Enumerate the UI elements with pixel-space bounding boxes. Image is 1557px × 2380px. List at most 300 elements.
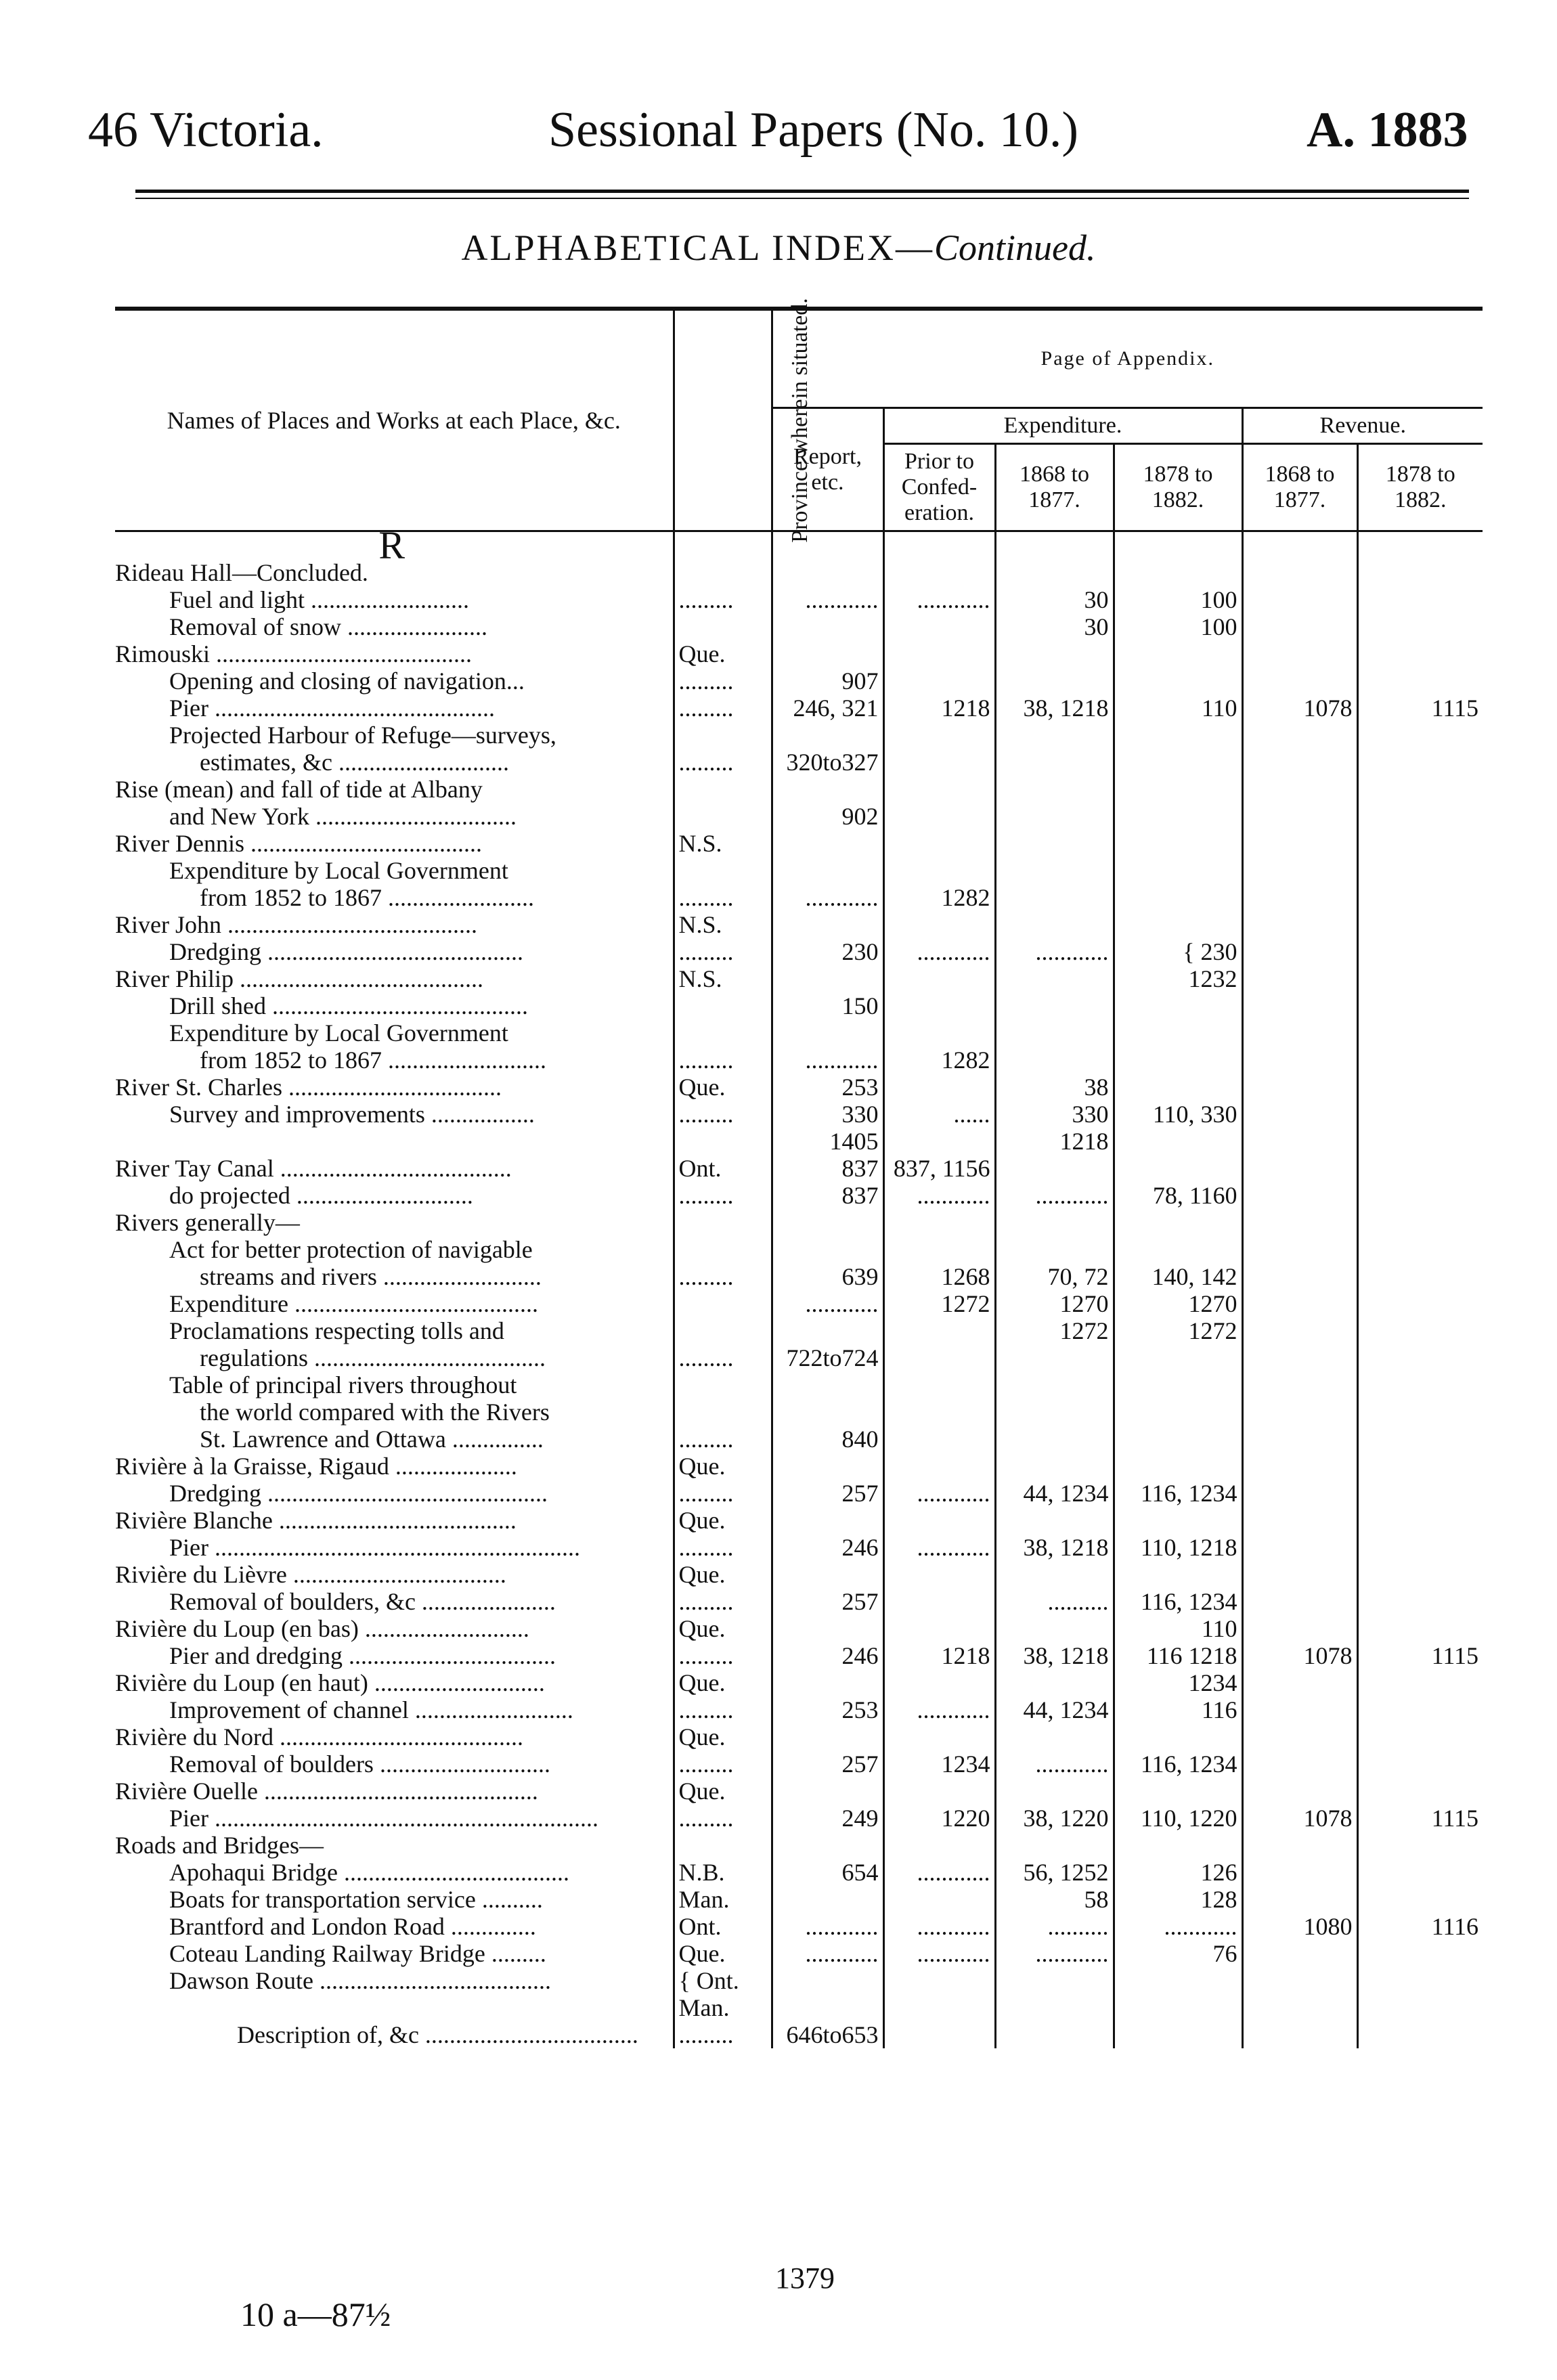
- prior-cell: 1282: [883, 1046, 995, 1074]
- exp-1868-cell: ............: [995, 938, 1114, 965]
- exp-1878-cell: [1114, 830, 1242, 857]
- exp-1868-cell: [995, 992, 1114, 1019]
- rev-1878-cell: [1357, 1182, 1483, 1209]
- entry-name: St. Lawrence and Ottawa ...............: [200, 1426, 544, 1453]
- rev-1878-cell: [1357, 1155, 1483, 1182]
- index-row: [115, 803, 1483, 830]
- rev-1878-cell: [1357, 1507, 1483, 1534]
- prior-cell: [883, 1669, 995, 1696]
- index-row: [115, 1074, 1483, 1101]
- province-cell: [674, 1019, 772, 1046]
- province-cell: Que.: [674, 1723, 772, 1750]
- rev-1878-cell: [1357, 830, 1483, 857]
- entry-name: Rivers generally—: [115, 1209, 300, 1236]
- report-cell: [772, 1371, 883, 1398]
- rev-1868-cell: [1242, 1046, 1357, 1074]
- exp-1868-cell: [995, 1019, 1114, 1046]
- entry-name: [115, 1994, 674, 2021]
- prior-cell: [883, 2021, 995, 2048]
- prior-cell: [883, 1209, 995, 1236]
- entry-name: Brantford and London Road ..............: [169, 1913, 536, 1940]
- report-cell: 907: [772, 667, 883, 695]
- prior-cell: [883, 1074, 995, 1101]
- province-cell: Que.: [674, 1561, 772, 1588]
- entry-name: Rivière Ouelle .............................................: [115, 1778, 538, 1805]
- report-cell: [772, 722, 883, 749]
- entry-name: Expenditure by Local Government: [169, 857, 508, 884]
- rev-1868-cell: 1080: [1242, 1913, 1357, 1940]
- prior-cell: [883, 1453, 995, 1480]
- index-row: [115, 1046, 1483, 1074]
- exp-1868-cell: [995, 1561, 1114, 1588]
- province-cell: N.S.: [674, 911, 772, 938]
- report-cell: [772, 1967, 883, 1994]
- prior-cell: 1218: [883, 695, 995, 722]
- province-cell: .........: [674, 1263, 772, 1290]
- index-row: [115, 884, 1483, 911]
- exp-1878-cell: 1270: [1114, 1290, 1242, 1317]
- rev-1868-cell: [1242, 992, 1357, 1019]
- prior-cell: [883, 722, 995, 749]
- exp-1868-cell: 58: [995, 1886, 1114, 1913]
- rev-1868-cell: [1242, 1778, 1357, 1805]
- prior-cell: [883, 1832, 995, 1859]
- report-cell: [772, 1019, 883, 1046]
- rev-1868-cell: [1242, 1669, 1357, 1696]
- exp-1868-cell: 1272: [995, 1317, 1114, 1344]
- index-row: [115, 1317, 1483, 1344]
- province-cell: Que.: [674, 640, 772, 667]
- prior-cell: [883, 1886, 995, 1913]
- rev-1868-cell: [1242, 1317, 1357, 1344]
- exp-1868-cell: [995, 640, 1114, 667]
- report-cell: [772, 1236, 883, 1263]
- prior-cell: [883, 992, 995, 1019]
- exp-1878-cell: [1114, 640, 1242, 667]
- report-cell: 639: [772, 1263, 883, 1290]
- index-row: [115, 1155, 1483, 1182]
- col-header-exp-1878: 1878 to 1882.: [1114, 444, 1242, 531]
- report-cell: [772, 1615, 883, 1642]
- rev-1868-cell: [1242, 1967, 1357, 1994]
- col-header-prior: Prior to Confed- eration.: [883, 444, 995, 531]
- report-cell: 246: [772, 1534, 883, 1561]
- prior-cell: [883, 830, 995, 857]
- prior-cell: [883, 1128, 995, 1155]
- exp-1868-cell: [995, 722, 1114, 749]
- index-row: [115, 911, 1483, 938]
- exp-1878-cell: [1114, 1967, 1242, 1994]
- province-cell: Que.: [674, 1778, 772, 1805]
- prior-cell: [883, 803, 995, 830]
- rev-1868-cell: [1242, 1750, 1357, 1778]
- index-row: [115, 1859, 1483, 1886]
- index-row: [115, 1642, 1483, 1669]
- province-cell: N.S.: [674, 965, 772, 992]
- exp-1878-cell: [1114, 722, 1242, 749]
- exp-1878-cell: [1114, 911, 1242, 938]
- report-cell: [772, 1886, 883, 1913]
- report-cell: [772, 1317, 883, 1344]
- exp-1868-cell: [995, 749, 1114, 776]
- header-rule-thin: [135, 198, 1469, 199]
- rev-1878-cell: [1357, 1398, 1483, 1426]
- rev-1868-cell: [1242, 1453, 1357, 1480]
- exp-1868-cell: [995, 1209, 1114, 1236]
- exp-1878-cell: 100: [1114, 613, 1242, 640]
- exp-1868-cell: 56, 1252: [995, 1859, 1114, 1886]
- index-row: [115, 1886, 1483, 1913]
- rev-1878-cell: 1115: [1357, 695, 1483, 722]
- exp-1878-cell: 126: [1114, 1859, 1242, 1886]
- exp-1868-cell: [995, 1832, 1114, 1859]
- province-cell: [674, 722, 772, 749]
- prior-cell: ............: [883, 1534, 995, 1561]
- report-cell: 253: [772, 1074, 883, 1101]
- rev-1868-cell: [1242, 1534, 1357, 1561]
- col-header-province-label: Province wherein situated.: [787, 298, 812, 543]
- province-cell: [674, 1832, 772, 1859]
- rev-1878-cell: [1357, 1778, 1483, 1805]
- index-row: [115, 1182, 1483, 1209]
- province-cell: .........: [674, 2021, 772, 2048]
- report-cell: [772, 1507, 883, 1534]
- province-cell: .........: [674, 749, 772, 776]
- exp-1878-cell: [1114, 667, 1242, 695]
- province-cell: [674, 1290, 772, 1317]
- index-row: [115, 1561, 1483, 1588]
- exp-1878-cell: [1114, 1046, 1242, 1074]
- rev-1868-cell: [1242, 1561, 1357, 1588]
- col-header-province: [674, 298, 812, 543]
- header-rule-thick: [135, 190, 1469, 193]
- rev-1878-cell: [1357, 1453, 1483, 1480]
- entry-name: Boats for transportation service ..........: [169, 1886, 543, 1913]
- exp-1878-cell: 128: [1114, 1886, 1242, 1913]
- rev-1878-cell: [1357, 1480, 1483, 1507]
- col-header-exp-1868: 1868 to 1877.: [995, 444, 1114, 531]
- index-row: [115, 938, 1483, 965]
- report-cell: [772, 559, 883, 586]
- index-row: [115, 667, 1483, 695]
- prior-cell: [883, 1371, 995, 1398]
- province-cell: .........: [674, 938, 772, 965]
- running-header-right: A. 1883: [1307, 102, 1468, 158]
- rev-1878-cell: [1357, 884, 1483, 911]
- province-cell: .........: [674, 1805, 772, 1832]
- province-cell: [674, 1236, 772, 1263]
- entry-name: Survey and improvements .................: [169, 1101, 535, 1128]
- index-table-header: [115, 298, 1483, 543]
- rev-1878-cell: [1357, 1615, 1483, 1642]
- entry-name: Pier ...............................................................: [169, 1805, 598, 1832]
- exp-1878-cell: 100: [1114, 586, 1242, 613]
- prior-cell: 1220: [883, 1805, 995, 1832]
- index-row: [115, 1101, 1483, 1128]
- rev-1878-cell: 1115: [1357, 1642, 1483, 1669]
- rev-1868-cell: [1242, 1588, 1357, 1615]
- rev-1868-cell: [1242, 1128, 1357, 1155]
- index-row: [115, 559, 1483, 586]
- col-header-rev-1868: 1868 to 1877.: [1242, 444, 1357, 531]
- province-cell: .........: [674, 1182, 772, 1209]
- exp-1868-cell: [995, 1778, 1114, 1805]
- index-row: [115, 1723, 1483, 1750]
- index-row: [115, 1019, 1483, 1046]
- exp-1878-cell: [1114, 2021, 1242, 2048]
- entry-name: Rivière du Loup (en haut) ............................: [115, 1669, 545, 1696]
- report-cell: 646to653: [772, 2021, 883, 2048]
- exp-1868-cell: [995, 857, 1114, 884]
- rev-1868-cell: [1242, 857, 1357, 884]
- rev-1868-cell: [1242, 1859, 1357, 1886]
- province-cell: .........: [674, 695, 772, 722]
- exp-1868-cell: ..........: [995, 1588, 1114, 1615]
- entry-name: Proclamations respecting tolls and: [169, 1317, 504, 1344]
- rev-1868-cell: [1242, 1344, 1357, 1371]
- rev-1878-cell: [1357, 1101, 1483, 1128]
- entry-name: the world compared with the Rivers: [200, 1398, 550, 1426]
- report-cell: [772, 830, 883, 857]
- report-cell: ............: [772, 1290, 883, 1317]
- exp-1878-cell: [1114, 884, 1242, 911]
- rev-1878-cell: [1357, 1128, 1483, 1155]
- rev-1868-cell: [1242, 1182, 1357, 1209]
- rev-1878-cell: [1357, 1317, 1483, 1344]
- rev-1868-cell: [1242, 1155, 1357, 1182]
- entry-name: Description of, &c ...................................: [237, 2021, 638, 2048]
- province-cell: .........: [674, 1344, 772, 1371]
- exp-1868-cell: [995, 1453, 1114, 1480]
- entry-name: Expenditure by Local Government: [169, 1019, 508, 1046]
- rev-1878-cell: [1357, 992, 1483, 1019]
- rev-1868-cell: [1242, 1886, 1357, 1913]
- prior-cell: ............: [883, 1940, 995, 1967]
- entry-name: Rivière du Loup (en bas) ...........................: [115, 1615, 529, 1642]
- rev-1878-cell: [1357, 1940, 1483, 1967]
- exp-1868-cell: 70, 72: [995, 1263, 1114, 1290]
- entry-name: Removal of boulders ............................: [169, 1750, 550, 1778]
- index-row: [115, 1128, 1483, 1155]
- province-cell: [674, 559, 772, 586]
- province-cell: .........: [674, 1588, 772, 1615]
- exp-1868-cell: [995, 1155, 1114, 1182]
- exp-1868-cell: ............: [995, 1182, 1114, 1209]
- index-row: [115, 2021, 1483, 2048]
- province-cell: { Ont.: [674, 1967, 772, 1994]
- province-cell: [674, 1398, 772, 1426]
- exp-1878-cell: [1114, 1128, 1242, 1155]
- province-cell: .........: [674, 1534, 772, 1561]
- index-row: [115, 1398, 1483, 1426]
- exp-1878-cell: 116, 1234: [1114, 1588, 1242, 1615]
- exp-1878-cell: [1114, 1155, 1242, 1182]
- index-row: [115, 1209, 1483, 1236]
- exp-1868-cell: [995, 1615, 1114, 1642]
- exp-1868-cell: 1270: [995, 1290, 1114, 1317]
- rev-1868-cell: [1242, 884, 1357, 911]
- entry-name: Rivière du Lièvre ...................................: [115, 1561, 506, 1588]
- rev-1868-cell: [1242, 1696, 1357, 1723]
- prior-cell: [883, 1019, 995, 1046]
- exp-1878-cell: [1114, 1344, 1242, 1371]
- entry-name: regulations ......................................: [200, 1344, 546, 1371]
- index-title-continued: Continued.: [934, 227, 1096, 268]
- exp-1868-cell: 330: [995, 1101, 1114, 1128]
- report-cell: 837: [772, 1182, 883, 1209]
- col-header-names: Names of Places and Works at each Place, &c.: [115, 309, 674, 531]
- prior-cell: [883, 749, 995, 776]
- entry-name: Dawson Route ......................................: [169, 1967, 551, 1994]
- exp-1868-cell: [995, 965, 1114, 992]
- index-title: [0, 227, 1557, 269]
- exp-1868-cell: ..........: [995, 1913, 1114, 1940]
- province-cell: Ont.: [674, 1913, 772, 1940]
- rev-1868-cell: [1242, 1019, 1357, 1046]
- exp-1868-cell: 38, 1218: [995, 1642, 1114, 1669]
- col-header-page-of-appendix: Page of Appendix.: [772, 309, 1483, 408]
- province-cell: N.B.: [674, 1859, 772, 1886]
- prior-cell: ............: [883, 938, 995, 965]
- entry-name: Removal of boulders, &c ......................: [169, 1588, 556, 1615]
- index-row: [115, 1453, 1483, 1480]
- rev-1868-cell: [1242, 1615, 1357, 1642]
- exp-1878-cell: [1114, 992, 1242, 1019]
- exp-1878-cell: [1114, 1561, 1242, 1588]
- rev-1878-cell: [1357, 667, 1483, 695]
- index-row: [115, 776, 1483, 803]
- rev-1878-cell: [1357, 586, 1483, 613]
- prior-cell: 1234: [883, 1750, 995, 1778]
- exp-1878-cell: 110, 1220: [1114, 1805, 1242, 1832]
- exp-1868-cell: ............: [995, 1940, 1114, 1967]
- exp-1878-cell: [1114, 1453, 1242, 1480]
- index-row: [115, 695, 1483, 722]
- province-cell: .........: [674, 586, 772, 613]
- entry-name: Table of principal rivers throughout: [169, 1371, 517, 1398]
- entry-name: River Dennis ......................................: [115, 830, 482, 857]
- prior-cell: [883, 857, 995, 884]
- rev-1868-cell: [1242, 1209, 1357, 1236]
- province-cell: Ont.: [674, 1155, 772, 1182]
- province-cell: [674, 803, 772, 830]
- entry-name: Pier and dredging ..................................: [169, 1642, 556, 1669]
- rev-1868-cell: 1078: [1242, 1642, 1357, 1669]
- index-row: [115, 1236, 1483, 1263]
- exp-1868-cell: [995, 1398, 1114, 1426]
- rev-1868-cell: [1242, 1832, 1357, 1859]
- rev-1878-cell: [1357, 1534, 1483, 1561]
- entry-name: Removal of snow .......................: [169, 613, 487, 640]
- entry-name: Coteau Landing Railway Bridge .........: [169, 1940, 546, 1967]
- exp-1868-cell: 30: [995, 613, 1114, 640]
- report-cell: [772, 776, 883, 803]
- exp-1868-cell: [995, 559, 1114, 586]
- exp-1868-cell: 38, 1220: [995, 1805, 1114, 1832]
- exp-1878-cell: [1114, 1074, 1242, 1101]
- report-cell: 246: [772, 1642, 883, 1669]
- rev-1878-cell: [1357, 749, 1483, 776]
- index-row: [115, 830, 1483, 857]
- rev-1878-cell: [1357, 1236, 1483, 1263]
- index-row: [115, 1778, 1483, 1805]
- prior-cell: [883, 776, 995, 803]
- entry-name: and New York .................................: [169, 803, 517, 830]
- rev-1868-cell: [1242, 1371, 1357, 1398]
- exp-1868-cell: 44, 1234: [995, 1696, 1114, 1723]
- report-cell: ............: [772, 1940, 883, 1967]
- prior-cell: ............: [883, 1480, 995, 1507]
- exp-1868-cell: [995, 803, 1114, 830]
- report-cell: [772, 857, 883, 884]
- rev-1878-cell: [1357, 1209, 1483, 1236]
- province-cell: [674, 776, 772, 803]
- exp-1878-cell: ............: [1114, 1913, 1242, 1940]
- prior-cell: 1272: [883, 1290, 995, 1317]
- prior-cell: ............: [883, 1182, 995, 1209]
- entry-name: Act for better protection of navigable: [169, 1236, 533, 1263]
- exp-1878-cell: 116: [1114, 1696, 1242, 1723]
- exp-1868-cell: ............: [995, 1750, 1114, 1778]
- entry-name: Drill shed ..........................................: [169, 992, 528, 1019]
- rev-1868-cell: [1242, 1940, 1357, 1967]
- prior-cell: [883, 613, 995, 640]
- province-cell: Que.: [674, 1507, 772, 1534]
- exp-1878-cell: [1114, 1723, 1242, 1750]
- index-row: [115, 722, 1483, 749]
- rev-1868-cell: [1242, 1480, 1357, 1507]
- exp-1878-cell: { 230: [1114, 938, 1242, 965]
- exp-1878-cell: 110: [1114, 1615, 1242, 1642]
- index-row: [115, 1994, 1483, 2021]
- report-cell: 246, 321: [772, 695, 883, 722]
- province-cell: .........: [674, 1642, 772, 1669]
- report-cell: [772, 1561, 883, 1588]
- report-cell: ............: [772, 1046, 883, 1074]
- prior-cell: [883, 1615, 995, 1642]
- exp-1868-cell: [995, 1723, 1114, 1750]
- rev-1878-cell: [1357, 965, 1483, 992]
- rev-1868-cell: [1242, 667, 1357, 695]
- rev-1868-cell: [1242, 1994, 1357, 2021]
- rev-1868-cell: [1242, 1263, 1357, 1290]
- index-row: [115, 1940, 1483, 1967]
- rev-1868-cell: [1242, 1398, 1357, 1426]
- entry-name: Rivière Blanche .......................................: [115, 1507, 517, 1534]
- rev-1868-cell: [1242, 559, 1357, 586]
- rev-1878-cell: [1357, 1019, 1483, 1046]
- prior-cell: [883, 1994, 995, 2021]
- signature-mark: 10 a—87½: [240, 2295, 391, 2333]
- report-cell: [772, 1398, 883, 1426]
- rev-1878-cell: [1357, 1344, 1483, 1371]
- exp-1868-cell: [995, 2021, 1114, 2048]
- exp-1878-cell: [1114, 1426, 1242, 1453]
- rev-1878-cell: [1357, 1859, 1483, 1886]
- prior-cell: ......: [883, 1101, 995, 1128]
- prior-cell: ............: [883, 1913, 995, 1940]
- rev-1878-cell: [1357, 1832, 1483, 1859]
- report-cell: 150: [772, 992, 883, 1019]
- rev-1878-cell: [1357, 1669, 1483, 1696]
- report-cell: [772, 640, 883, 667]
- exp-1868-cell: [995, 1994, 1114, 2021]
- exp-1878-cell: 76: [1114, 1940, 1242, 1967]
- prior-cell: 837, 1156: [883, 1155, 995, 1182]
- report-cell: 1405: [772, 1128, 883, 1155]
- rev-1878-cell: [1357, 1886, 1483, 1913]
- prior-cell: ............: [883, 1696, 995, 1723]
